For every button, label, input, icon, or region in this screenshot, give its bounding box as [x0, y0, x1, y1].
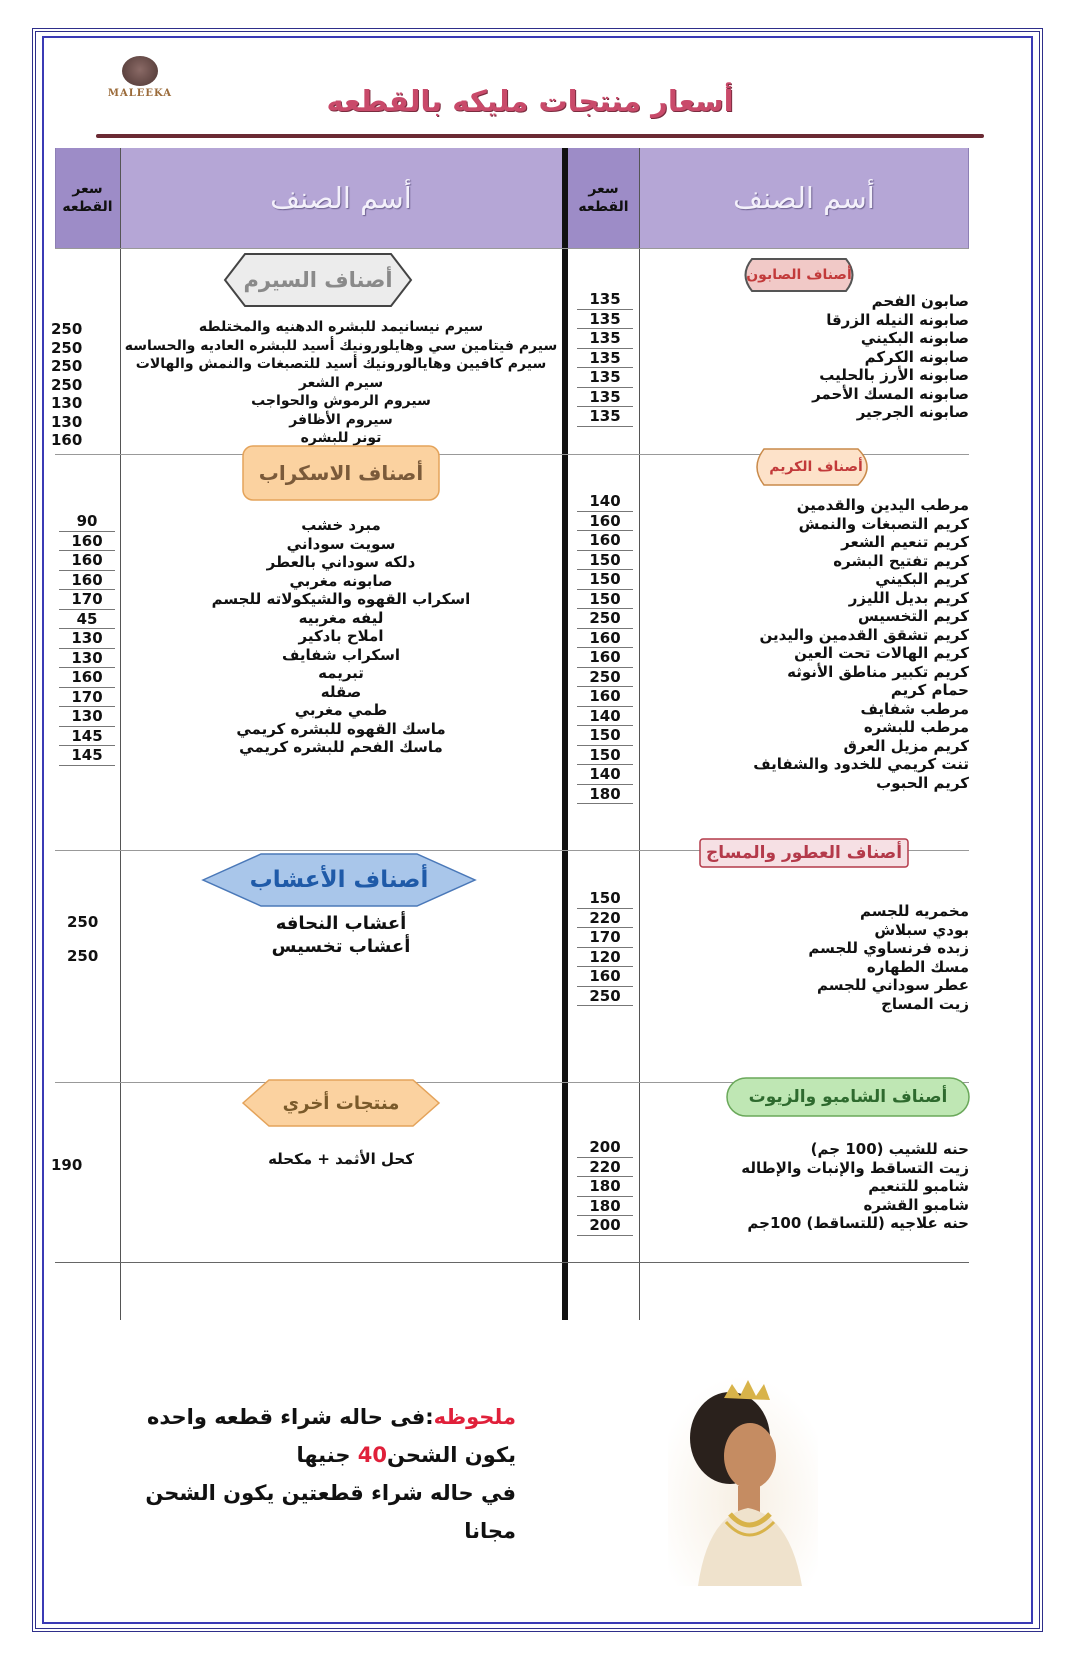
title-underline — [96, 134, 984, 138]
scrub-price: 45 — [59, 610, 115, 630]
serum-title: أصناف السيرم — [243, 268, 393, 292]
soap-price: 135 — [577, 368, 633, 388]
cream-prices — [577, 492, 633, 804]
serum-price: 250 — [51, 375, 83, 394]
scrub-price: 130 — [59, 707, 115, 727]
maleeka-logo — [95, 56, 185, 99]
serum-item: سيروم الأظافر — [289, 411, 393, 428]
serum-item: تونر للبشره — [300, 430, 382, 446]
shampoo-item: زيت التساقط والإنبات والإطاله — [741, 1158, 969, 1177]
shampoo-item: شامبو للتنعيم — [868, 1177, 969, 1195]
perfume-price: 150 — [577, 889, 633, 909]
shampoo-price: 200 — [577, 1216, 633, 1236]
other-title: منتجات أخري — [282, 1092, 400, 1114]
cream-price: 150 — [577, 551, 633, 571]
shampoo-item: شامبو القشره — [863, 1195, 969, 1214]
note-line-3: في حاله شراء قطعتين يكون الشحن — [145, 1481, 516, 1505]
shampoo-price: 200 — [577, 1138, 633, 1158]
soap-price: 135 — [577, 310, 633, 330]
serum-items — [123, 318, 559, 448]
serum-price: 250 — [51, 320, 83, 338]
cream-item: كريم بديل الليزر — [848, 588, 969, 607]
scrub-prices — [59, 512, 115, 766]
cream-price: 160 — [577, 531, 633, 551]
note-line1-text: :فى حاله شراء قطعه واحده — [146, 1405, 434, 1429]
shampoo-price: 220 — [577, 1158, 633, 1178]
col-divider-left — [120, 148, 121, 1320]
scrub-item: دلكه سوداني بالعطر — [266, 553, 416, 571]
cream-price: 140 — [577, 765, 633, 785]
note-line2-a: يكون الشحن — [387, 1443, 516, 1467]
header-price-left-l2: القطعه — [62, 199, 113, 215]
cream-item: كريم تفتيح البشره — [833, 551, 969, 570]
scrub-price: 170 — [59, 688, 115, 708]
cream-price: 180 — [577, 785, 633, 805]
header-name-left: أسم الصنف — [120, 148, 562, 249]
serum-price: 130 — [51, 412, 83, 431]
right-edge — [968, 148, 969, 248]
queen-portrait-image — [668, 1376, 818, 1586]
serum-item: سيرم كافيين وهايالورونيك أسيد للتصبغات والنمش والهالات — [135, 356, 547, 372]
cream-price: 140 — [577, 492, 633, 512]
scrub-price: 145 — [59, 746, 115, 766]
shampoo-title: أصناف الشامبو والزيوت — [748, 1087, 948, 1107]
price-table — [51, 148, 1021, 1320]
scrub-price: 130 — [59, 629, 115, 649]
herbs-items — [123, 912, 559, 958]
cream-item: كريم التصبغات والنمش — [798, 514, 969, 533]
cream-price: 160 — [577, 629, 633, 649]
serum-item: سيروم الرموش والحواجب — [251, 393, 431, 409]
note-label: ملحوظه — [433, 1405, 516, 1429]
note-line-1 — [120, 1398, 516, 1436]
soap-item: صابونه الأرز بالحليب — [819, 366, 969, 384]
cream-price: 150 — [577, 726, 633, 746]
perfume-item: مخمريه للجسم — [859, 902, 969, 920]
scrub-item: صقله — [320, 682, 362, 701]
herbs-prices — [67, 905, 117, 973]
soap-price: 135 — [577, 388, 633, 408]
note-line-4: مجانا — [464, 1519, 516, 1543]
cream-price: 150 — [577, 570, 633, 590]
herbs-title: أصناف الأعشاب — [249, 867, 429, 893]
cream-price: 160 — [577, 512, 633, 532]
cream-item: كريم التخسيس — [858, 607, 969, 625]
cream-item: مرطب للبشره — [863, 718, 969, 736]
note-line2-b: جنيها — [296, 1443, 358, 1467]
soap-price: 135 — [577, 349, 633, 369]
logo-brand: MALEEKA — [107, 88, 173, 99]
perfume-price: 160 — [577, 967, 633, 987]
serum-price: 130 — [51, 394, 83, 412]
soap-items — [655, 292, 969, 422]
header-price-left-l1: سعر — [72, 181, 103, 197]
herbs-price: 250 — [67, 947, 99, 965]
serum-item: سيرم فيتامين سي وهايلورونيك أسيد للبشره العاديه والحساسه — [124, 337, 558, 354]
page-title: أسعار منتجات مليكه بالقطعه — [326, 84, 734, 118]
shampoo-item: حنه للشيب (100 جم) — [810, 1140, 969, 1158]
serum-item: سيرم نيسانيمد للبشره الدهنيه والمختلطه — [198, 319, 484, 335]
soap-price: 135 — [577, 290, 633, 310]
other-prices — [51, 1156, 111, 1175]
soap-item: صابونه الجرجير — [856, 403, 969, 421]
herbs-price: 250 — [67, 913, 99, 931]
scrub-item: ماسك الفحم للبشره كريمي — [239, 738, 443, 756]
cream-item: كريم تشقق القدمين واليدين — [759, 625, 969, 644]
scrub-price: 90 — [59, 512, 115, 532]
cream-items — [655, 496, 969, 792]
serum-price: 160 — [51, 431, 83, 449]
cream-price: 150 — [577, 746, 633, 766]
serum-prices — [51, 320, 111, 450]
cream-item: كريم البكيني — [875, 570, 969, 588]
scrub-price: 160 — [59, 571, 115, 591]
perfume-prices — [577, 889, 633, 1006]
center-divider — [562, 148, 568, 1320]
shampoo-items — [655, 1140, 969, 1233]
soap-item: صابونه النيله الزرقا — [826, 310, 969, 329]
other-price: 190 — [51, 1156, 83, 1174]
soap-title: أصناف الصابون — [746, 267, 852, 283]
shipping-fee: 40 — [357, 1443, 388, 1467]
cream-item: كريم تكبير مناطق الأنوثه — [787, 662, 969, 681]
shampoo-price: 180 — [577, 1197, 633, 1217]
soap-item: صابونه المسك الأحمر — [812, 384, 969, 403]
cream-item: تنت كريمي للخدود والشفايف — [753, 755, 969, 773]
scrub-item: تبريمه — [318, 664, 364, 682]
cream-price: 140 — [577, 707, 633, 727]
soap-item: صابونه الكركم — [864, 347, 969, 366]
shampoo-price: 180 — [577, 1177, 633, 1197]
perfume-item: زبده فرنساوي للجسم — [808, 939, 969, 957]
scrub-price: 145 — [59, 727, 115, 747]
scrub-item: سويت سوداني — [286, 534, 396, 553]
scrub-items — [123, 516, 559, 757]
header-price-left — [55, 148, 120, 249]
cream-price: 250 — [577, 668, 633, 688]
header-price-right-l2: القطعه — [578, 199, 629, 215]
cream-item: كريم مزيل العرق — [843, 736, 969, 755]
serum-price: 250 — [51, 338, 83, 357]
soap-price: 135 — [577, 329, 633, 349]
shampoo-item: حنه علاجيه (للتساقط) 100جم — [747, 1214, 969, 1232]
scrub-price: 130 — [59, 649, 115, 669]
other-items — [123, 1150, 559, 1169]
cream-price: 250 — [577, 609, 633, 629]
other-item: كحل الأثمد + مكحله — [268, 1150, 414, 1168]
cream-price: 150 — [577, 590, 633, 610]
scrub-item: اسكراب القهوه والشيكولاته للجسم — [211, 590, 471, 608]
cream-item: مرطب اليدين والقدمين — [796, 496, 969, 514]
perfume-price: 120 — [577, 948, 633, 968]
scrub-price: 170 — [59, 590, 115, 610]
cream-price: 160 — [577, 648, 633, 668]
col-divider-right — [639, 148, 640, 1320]
scrub-price: 160 — [59, 532, 115, 552]
header-name-right: أسم الصنف — [639, 148, 969, 249]
shipping-note — [120, 1398, 516, 1550]
cream-price: 160 — [577, 687, 633, 707]
logo-mark-icon — [122, 56, 158, 86]
shampoo-prices — [577, 1138, 633, 1236]
scrub-item: صابونه مغربي — [289, 571, 393, 590]
scrub-item: ليفه مغربيه — [298, 608, 384, 627]
serum-price: 250 — [51, 357, 83, 375]
scrub-title: أصناف الاسكراب — [258, 461, 424, 485]
perfume-price: 170 — [577, 928, 633, 948]
perfume-item: مسك الطهاره — [866, 957, 969, 976]
cream-item: مرطب شفايف — [860, 699, 969, 718]
serum-item: سيرم الشعر — [298, 374, 384, 391]
soap-item: صابون الفحم — [871, 292, 969, 310]
scrub-price: 160 — [59, 551, 115, 571]
cream-item: كريم الهالات تحت العين — [794, 644, 969, 662]
cream-title: أصناف الكريم — [769, 459, 863, 475]
header-price-right-l1: سعر — [588, 181, 619, 197]
row-divider-0 — [55, 248, 969, 249]
perfume-price: 220 — [577, 909, 633, 929]
scrub-item: طمي مغربي — [294, 701, 388, 719]
scrub-item: املاح بادكير — [298, 627, 384, 645]
soap-price: 135 — [577, 407, 633, 427]
cream-item: كريم تنعيم الشعر — [841, 533, 969, 551]
soap-item: صابونه البكيني — [860, 329, 969, 347]
perfume-price: 250 — [577, 987, 633, 1007]
perfume-item: بودي سبلاش — [874, 920, 969, 939]
scrub-item: ماسك القهوه للبشره كريمي — [236, 719, 446, 738]
scrub-item: مبرد خشب — [301, 516, 381, 534]
cream-item: كريم الحبوب — [876, 773, 969, 792]
cream-item: حمام كريم — [890, 681, 969, 699]
perfume-item: زيت المساج — [881, 994, 969, 1013]
scrub-item: اسكراب شفايف — [281, 645, 401, 664]
perfume-items — [655, 902, 969, 1013]
perfume-title: أصناف العطور والمساج — [705, 843, 903, 863]
herbs-item: أعشاب النحافه — [275, 913, 407, 934]
perfume-item: عطر سوداني للجسم — [816, 976, 969, 994]
note-line-2 — [120, 1436, 516, 1474]
soap-prices — [577, 290, 633, 427]
scrub-price: 160 — [59, 668, 115, 688]
row-divider-4 — [55, 1262, 969, 1263]
header-price-right — [568, 148, 639, 249]
left-edge — [55, 148, 56, 248]
herbs-item: أعشاب تخسيس — [271, 936, 411, 957]
